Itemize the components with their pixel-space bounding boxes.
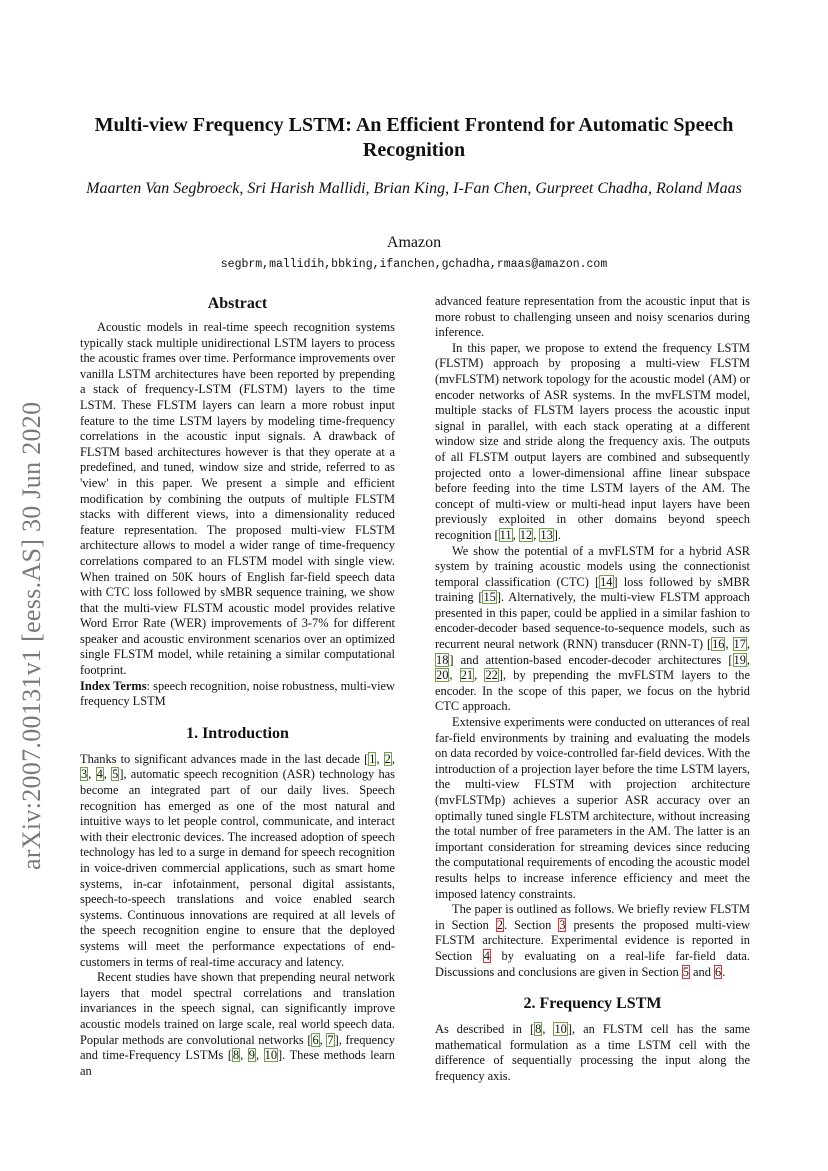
intro-paragraph-6: The paper is outlined as follows. We briefly review FLSTM in Section 2. Section 3 presents the proposed multi-view FLSTM architecture. Experimental evidence is reported in Section 4 by evaluating on a real-life far-field data. Discussions and conclusions are given in Section 5 and 6.	[435, 902, 750, 979]
citation-link[interactable]: 19	[733, 652, 746, 667]
intro-paragraph-5: Extensive experiments were conducted on utterances of real far-field environments by training and evaluating the models on data recorded by voice-controlled far-field devices. With the introduction of a projection layer before the time LSTM layers, the multi-view FLSTM with projection architecture (mvFLSTMp) achieves a superior ASR accuracy over an optimally tuned single FLSTM architecture, without increasing the total number of free parameters in the AM. The latter is an important consideration for streaming devices since reducing the computational requirements of encoding the acoustic model results helps to increase inference efficiency and meet the imposed latency constraints.	[435, 715, 750, 901]
right-column	[435, 294, 750, 1085]
citation-link[interactable]: 4	[96, 767, 103, 782]
intro-paragraph-1: Thanks to significant advances made in the last decade [1, 2, 3, 4, 5], automatic speech recognition (ASR) technology has become an integrated part of our daily lives. Speech recognition has emerged as one of the most natural and intuitive ways to let people control, communicate, and interact with their electronic devices. The increased adoption of speech technology has led to a surge in demand for speech recognition in voice-driven commercial applications, such as smart home systems, in-car infotainment, personal digital assistants, speech-to-speech translations and voice enabled search systems. Continuous innovations are required at all levels of the speech recognition engine to ensure that the deployed systems will meet the performance expectations of end-customers in terms of real-time accuracy and latency.	[80, 751, 395, 969]
abstract-heading: Abstract	[207, 295, 268, 312]
index-terms-text: : speech recognition, noise robustness, multi-view frequency LSTM	[80, 678, 395, 709]
citation-link[interactable]: 10	[264, 1048, 278, 1063]
citation-link[interactable]: 1	[369, 751, 376, 766]
intro-paragraph-3: In this paper, we propose to extend the frequency LSTM (FLSTM) approach by proposing a multi-view FLSTM (mvFLSTM) network topology for the acoustic model (AM) or encoder networks of ASR systems. In the mvFLSTM model, multiple stacks of FLSTM layers process the acoustic input signal in parallel, with each stack operating at a different window size and stride along the frequency axis. The outputs of all FLSTM output layers are combined and subsequently projected onto a lower-dimensional affine linear subspace before feeding into the time LSTM layers of the AM. The concept of multi-view or multi-head input layers have been previously exploited in other domains beyond speech recognition [11, 12, 13].	[435, 340, 750, 542]
intro-paragraph-2: Recent studies have shown that prepending neural network layers that model spectral correlations and translation invariances in the speech signal, can significantly improve acoustic models trained on large scale, real world speech data. Popular methods are convolutional networks [6, 7], frequency and time-Frequency LSTMs [8, 9, 10]. These methods learn an	[80, 970, 395, 1078]
citation-link[interactable]: 5	[112, 767, 119, 782]
index-terms	[80, 679, 395, 710]
section-heading-introduction: 1. Introduction	[186, 724, 289, 742]
intro-paragraph-2-continued: advanced feature representation from the acoustic input that is more robust to challenging unseen and noisy scenarios during inference.	[435, 294, 750, 340]
section-link[interactable]: 2	[496, 917, 503, 932]
paper-title: Multi-view Frequency LSTM: An Efficient Frontend for Automatic Speech Recognition	[94, 114, 734, 161]
flstm-paragraph-1: As described in [8, 10], an FLSTM cell has the same mathematical formulation as a time LSTM cell with the difference of sequentially processing the input along the frequency axis.	[435, 1022, 750, 1083]
arxiv-stamp: arXiv:2007.00131v1 [eess.AS] 30 Jun 2020	[17, 401, 46, 870]
citation-link[interactable]: 15	[483, 590, 496, 605]
abstract-text: Acoustic models in real-time speech recognition systems typically stack multiple unidirectional LSTM layers to process the acoustic frames over time. Performance improvements over vanilla LSTM architectures have been reported by prepending a stack of frequency-LSTM (FLSTM) layers to the time LSTM. These FLSTM layers can learn a more robust input feature to the time LSTM layers by modeling time-frequency correlations in the acoustic input signals. A drawback of FLSTM based architectures however is that they operate at a predefined, and tuned, window size and stride, referred to as 'view' in this paper. We present a simple and efficient modification by combining the outputs of multiple FLSTM stacks with different views, into a dimensionality reduced feature representation. The proposed multi-view FLSTM architecture allows to model a wider range of time-frequency correlations compared to an FLSTM model with single view. When trained on 50K hours of English far-field speech data with CTC loss followed by sMBR sequence training, we show that the multi-view FLSTM acoustic model provides relative Word Error Rate (WER) improvements of 3-7% for different speaker and acoustic environment scenarios over an optimized single FLSTM model, while retaining a similar computational footprint.	[80, 320, 395, 678]
citation-link[interactable]: 20	[436, 668, 449, 683]
citation-link[interactable]: 8	[232, 1048, 240, 1063]
citation-link[interactable]: 12	[519, 527, 533, 542]
author-list: Maarten Van Segbroeck, Sri Harish Mallidi, Brian King, I-Fan Chen, Gurpreet Chadha, Roland Maas	[86, 180, 742, 197]
section-link[interactable]: 5	[682, 964, 689, 979]
citation-link[interactable]: 22	[485, 668, 498, 683]
citation-link[interactable]: 11	[499, 527, 512, 542]
affiliation: Amazon	[386, 234, 442, 251]
citation-link[interactable]: 13	[540, 527, 553, 542]
left-column	[80, 294, 395, 1079]
section-heading-frequency-lstm: 2. Frequency LSTM	[523, 995, 662, 1013]
citation-link[interactable]: 3	[81, 767, 88, 782]
section-link[interactable]: 6	[715, 964, 722, 979]
citation-link[interactable]: 16	[712, 637, 725, 652]
citation-link[interactable]: 2	[384, 751, 391, 766]
citation-link[interactable]: 10	[554, 1022, 567, 1037]
citation-link[interactable]: 17	[733, 637, 746, 652]
citation-link[interactable]: 9	[248, 1048, 255, 1063]
intro-paragraph-4: We show the potential of a mvFLSTM for a hybrid ASR system by training acoustic models using the connectionist temporal classification (CTC) [14] loss followed by sMBR training [15]. Alternatively, the multi-view FLSTM approach presented in this paper, could be applied in a similar fashion to encoder-decoder based sequence-to-sequence models, such as recurrent neural network (RNN) transducer (RNN-T) [16, 17, 18] and attention-based encoder-decoder architectures [19, 20, 21, 22], by prepending the mvFLSTM layers to the encoder. In the scope of this paper, we focus on the hybrid CTC approach.	[435, 543, 751, 714]
citation-link[interactable]: 14	[600, 574, 613, 589]
section-link[interactable]: 3	[559, 917, 566, 932]
citation-link[interactable]: 8	[535, 1022, 542, 1037]
citation-link[interactable]: 6	[312, 1032, 319, 1047]
citation-link[interactable]: 21	[460, 668, 474, 683]
citation-link[interactable]: 18	[436, 652, 449, 667]
author-emails: segbrm,mallidih,bbking,ifanchen,gchadha,rmaas@amazon.com	[220, 258, 608, 271]
citation-link[interactable]: 7	[327, 1032, 334, 1047]
index-terms-label: Index Terms	[80, 678, 147, 693]
section-link[interactable]: 4	[483, 948, 490, 963]
